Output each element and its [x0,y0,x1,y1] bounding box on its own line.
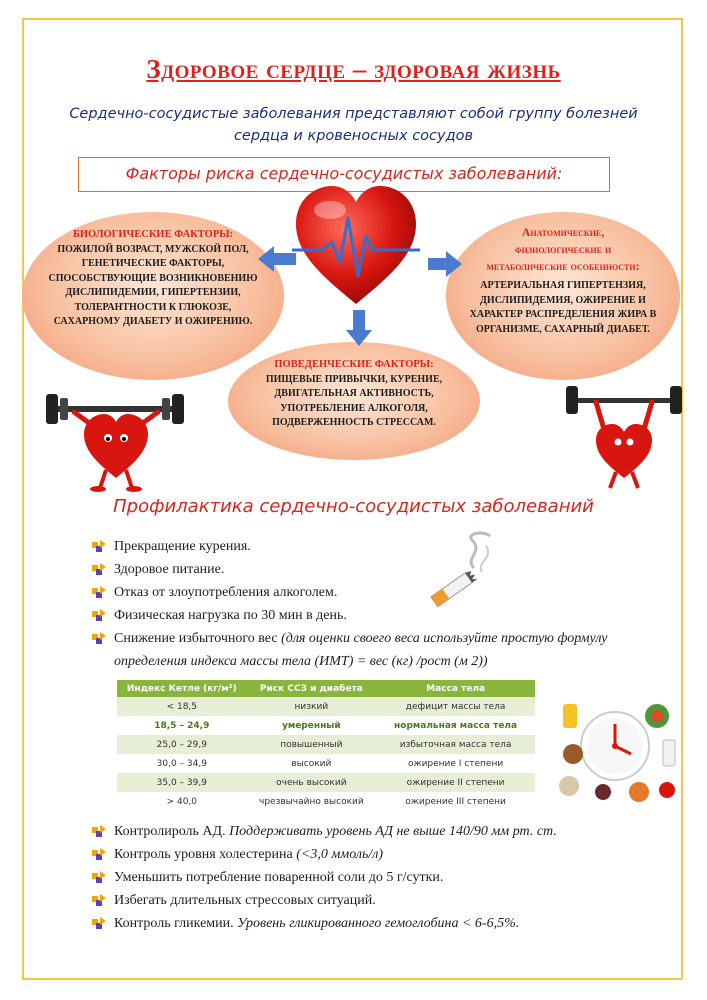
prevention-item-note: Уровень гликированного гемоглобина < 6-6,5%. [237,916,520,931]
table-row [117,697,535,716]
bmi-cell-risk: чрезвычайно высокий [247,792,377,811]
prevention-item [92,820,652,843]
bmi-cell-mass: избыточная масса тела [376,735,535,754]
bullet-arrow-icon [92,825,106,839]
behavioral-factors-bubble [228,342,480,460]
prevention-item-text: Здоровое питание. [114,562,225,577]
bmi-table [117,680,535,811]
prevention-item-note: (для оценки своего веса используйте простую формулу определения индекса массы тела (ИМТ) = вес (кг) /рост (м 2)) [114,631,608,669]
prevention-item [92,581,652,604]
bmi-cell-mass: ожирение III степени [376,792,535,811]
bmi-table-header-row [117,680,535,697]
behavioral-factors-text: ПИЩЕВЫЕ ПРИВЫЧКИ, КУРЕНИЕ, ДВИГАТЕЛЬНАЯ АКТИВНОСТЬ, УПОТРЕБЛЕНИЕ АЛКОГОЛЯ, ПОДВЕРЖЕННОСТЬ СТРЕССАМ. [265,373,443,428]
table-row [117,773,535,792]
arrow-down-icon [344,310,374,346]
biological-factors-bubble [22,212,284,380]
page-title: Здоровое сердце – здоровая жизнь [146,54,561,84]
bmi-cell-index: 25,0 – 29,9 [117,735,247,754]
prevention-item [92,889,652,912]
table-row [117,716,535,735]
table-row [117,792,535,811]
prevention-item-text: Прекращение курения. [114,539,251,554]
biological-factors-text: ПОЖИЛОЙ ВОЗРАСТ, МУЖСКОЙ ПОЛ, ГЕНЕТИЧЕСКИЕ ФАКТОРЫ, СПОСОБСТВУЮЩИЕ ВОЗНИКНОВЕНИЮ ДИСЛИПИДЕМИИ, ГИПЕРТЕНЗИИ, ТОЛЕРАНТНОСТИ К ГЛЮКОЗЕ, САХАРНОМУ ДИАБЕТУ И ОЖИРЕНИЮ. [48,243,258,327]
bullet-arrow-icon [92,848,106,862]
bmi-cell-risk: высокий [247,754,377,773]
bmi-cell-index: 18,5 – 24,9 [117,716,247,735]
heart-pulse-icon [292,180,420,310]
bmi-cell-risk: низкий [247,697,377,716]
anatomical-factors-heading: Анатомические, физиологические и метаболические особенности: [486,225,640,273]
prevention-item [92,843,652,866]
bmi-header-mass: Масса тела [376,680,535,697]
prevention-item [92,912,652,935]
bullet-arrow-icon [92,540,106,554]
bmi-cell-risk: повышенный [247,735,377,754]
prevention-item [92,604,652,627]
prevention-item [92,627,652,673]
bmi-cell-index: 35,0 – 39,9 [117,773,247,792]
prevention-item-text: Контроль гликемии. [114,916,238,931]
prevention-list-top [92,535,652,673]
bmi-cell-index: 30,0 – 34,9 [117,754,247,773]
table-row [117,754,535,773]
prevention-item-text: Уменьшить потребление поваренной соли до 5 г/сутки. [114,870,444,885]
arrow-left-icon [258,244,296,274]
prevention-item-text: Отказ от злоупотребления алкоголем. [114,585,338,600]
bmi-cell-mass: нормальная масса тела [376,716,535,735]
bmi-header-risk: Риск ССЗ и диабета [247,680,377,697]
table-row [117,735,535,754]
bullet-arrow-icon [92,917,106,931]
healthy-food-clock-icon [553,696,683,806]
prevention-item-text: Контроль уровня холестерина [114,847,297,862]
page-subtitle [60,103,647,147]
prevention-title: Профилактика сердечно-сосудистых заболеваний [113,496,594,517]
bmi-cell-index: > 40,0 [117,792,247,811]
prevention-item-text: Снижение избыточного вес [114,631,282,646]
bullet-arrow-icon [92,563,106,577]
prevention-item-text: Физическая нагрузка по 30 мин в день. [114,608,347,623]
bullet-arrow-icon [92,586,106,600]
anatomical-factors-text: АРТЕРИАЛЬНАЯ ГИПЕРТЕНЗИЯ, ДИСЛИПИДЕМИЯ, ОЖИРЕНИЕ И ХАРАКТЕР РАСПРЕДЕЛЕНИЯ ЖИРА В ОРГАНИЗМЕ, САХАРНЫЙ ДИАБЕТ. [469,280,657,335]
anatomical-factors-bubble [446,212,680,380]
prevention-list-bottom [92,820,652,935]
bmi-cell-risk: очень высокий [247,773,377,792]
biological-factors-heading: БИОЛОГИЧЕСКИЕ ФАКТОРЫ: [72,229,234,240]
bmi-cell-mass: дефицит массы тела [376,697,535,716]
bullet-arrow-icon [92,632,106,646]
prevention-item [92,535,652,558]
bmi-cell-index: < 18,5 [117,697,247,716]
bullet-arrow-icon [92,871,106,885]
prevention-item [92,866,652,889]
prevention-item-note: (<3,0 ммоль/л) [296,847,383,862]
heart-dumbbell-icon [44,388,194,494]
bmi-cell-mass: ожирение I степени [376,754,535,773]
arrow-right-icon [428,250,462,278]
subtitle-line-1: Сердечно-сосудистые заболевания представляют собой группу болезней [69,106,638,122]
risk-factors-header: Факторы риска сердечно-сосудистых заболеваний: [78,157,610,192]
prevention-item-text: Контролироль АД. [114,824,230,839]
bullet-arrow-icon [92,609,106,623]
bullet-arrow-icon [92,894,106,908]
heart-barbell-icon [566,384,682,494]
behavioral-factors-heading: ПОВЕДЕНЧЕСКИЕ ФАКТОРЫ: [274,359,434,370]
prevention-item [92,558,652,581]
bmi-cell-risk: умеренный [247,716,377,735]
bmi-header-index: Индекс Кетле (кг/м²) [117,680,247,697]
prevention-item-text: Избегать длительных стрессовых ситуаций. [114,893,376,908]
bmi-cell-mass: ожирение II степени [376,773,535,792]
subtitle-line-2: сердца и кровеносных сосудов [233,128,474,144]
prevention-item-note: Поддерживать уровень АД не выше 140/90 мм рт. ст. [229,824,557,839]
